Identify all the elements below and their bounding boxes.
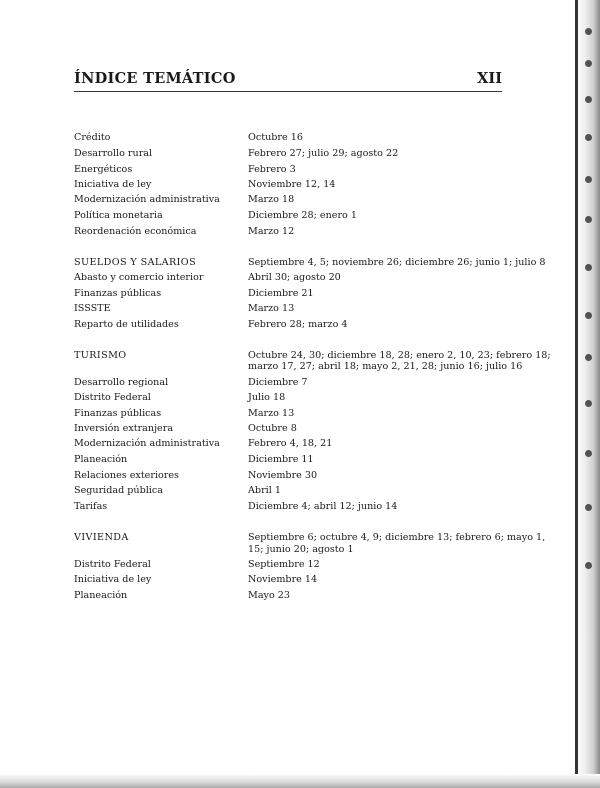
- index-dates: Septiembre 4, 5; noviembre 26; diciembre 26; junio 1; julio 8: [248, 257, 546, 268]
- binding-hole: [585, 354, 592, 361]
- index-term: Tarifas: [74, 501, 108, 512]
- index-dates: Abril 1: [248, 485, 281, 496]
- index-dates-continued: 15; junio 20; agosto 1: [248, 544, 354, 555]
- index-dates: Marzo 13: [248, 303, 295, 314]
- index-dates: Febrero 3: [248, 164, 296, 175]
- binding-shadow-line: [575, 0, 578, 788]
- binding-hole: [585, 312, 592, 319]
- index-dates: Diciembre 28; enero 1: [248, 210, 357, 221]
- page-bottom-edge: [0, 774, 600, 788]
- index-dates: Marzo 13: [248, 408, 295, 419]
- index-term: Distrito Federal: [74, 392, 151, 403]
- index-term: Iniciativa de ley: [74, 179, 152, 190]
- index-dates: Febrero 27; julio 29; agosto 22: [248, 148, 399, 159]
- index-term: Iniciativa de ley: [74, 574, 152, 585]
- index-dates: Diciembre 4; abril 12; junio 14: [248, 501, 398, 512]
- binding-hole: [585, 60, 592, 67]
- index-term: Modernización administrativa: [74, 438, 220, 449]
- index-dates: Diciembre 7: [248, 377, 308, 388]
- binding-hole: [585, 264, 592, 271]
- binding-hole: [585, 562, 592, 569]
- index-term: Inversión extranjera: [74, 423, 174, 434]
- index-term: Planeación: [74, 454, 128, 465]
- section-heading: SUELDOS Y SALARIOS: [74, 257, 197, 268]
- index-term: Abasto y comercio interior: [74, 272, 204, 283]
- index-dates: Marzo 12: [248, 226, 295, 237]
- index-term: Política monetaria: [74, 210, 163, 221]
- binding-hole: [585, 450, 592, 457]
- binding-hole: [585, 400, 592, 407]
- page-header: [74, 70, 502, 92]
- index-dates: Septiembre 12: [248, 559, 320, 570]
- index-dates: Julio 18: [248, 392, 286, 403]
- index-dates: Febrero 28; marzo 4: [248, 319, 348, 330]
- index-term: Desarrollo rural: [74, 148, 153, 159]
- index-dates: Noviembre 30: [248, 470, 318, 481]
- index-dates: Diciembre 21: [248, 288, 314, 299]
- page-title: ÍNDICE TEMÁTICO: [74, 70, 236, 87]
- index-dates: Octubre 8: [248, 423, 297, 434]
- binding-hole: [585, 96, 592, 103]
- index-term: Planeación: [74, 590, 128, 601]
- index-term: Relaciones exteriores: [74, 470, 179, 481]
- index-term: ISSSTE: [74, 303, 111, 314]
- index-term: Desarrollo regional: [74, 377, 169, 388]
- page-number: XII: [477, 70, 502, 87]
- index-dates: Noviembre 12, 14: [248, 179, 336, 190]
- index-dates: Mayo 23: [248, 590, 290, 601]
- index-dates: Octubre 24, 30; diciembre 18, 28; enero 2, 10, 23; febrero 18;: [248, 350, 551, 361]
- index-dates: Diciembre 11: [248, 454, 314, 465]
- binding-hole: [585, 216, 592, 223]
- index-dates: Febrero 4, 18, 21: [248, 438, 333, 449]
- index-term: Seguridad pública: [74, 485, 163, 496]
- index-dates: Septiembre 6; octubre 4, 9; diciembre 13; febrero 6; mayo 1,: [248, 532, 546, 543]
- index-term: Reordenación económica: [74, 226, 197, 237]
- index-term: Crédito: [74, 132, 111, 143]
- index-dates: Noviembre 14: [248, 574, 318, 585]
- index-term: Modernización administrativa: [74, 194, 220, 205]
- index-dates: Abril 30; agosto 20: [248, 272, 341, 283]
- binding-hole: [585, 176, 592, 183]
- header-rule: [74, 91, 502, 92]
- index-term: Distrito Federal: [74, 559, 151, 570]
- index-term: Finanzas públicas: [74, 408, 162, 419]
- index-term: Finanzas públicas: [74, 288, 162, 299]
- index-term: Reparto de utilidades: [74, 319, 179, 330]
- binding-hole: [585, 504, 592, 511]
- index-dates: Marzo 18: [248, 194, 295, 205]
- index-dates: Octubre 16: [248, 132, 303, 143]
- section-heading: TURISMO: [74, 350, 127, 361]
- binding-hole: [585, 134, 592, 141]
- index-dates-continued: marzo 17, 27; abril 18; mayo 2, 21, 28; junio 16; julio 16: [248, 361, 523, 372]
- section-heading: VIVIENDA: [74, 532, 129, 543]
- binding-hole: [585, 28, 592, 35]
- index-term: Energéticos: [74, 164, 133, 175]
